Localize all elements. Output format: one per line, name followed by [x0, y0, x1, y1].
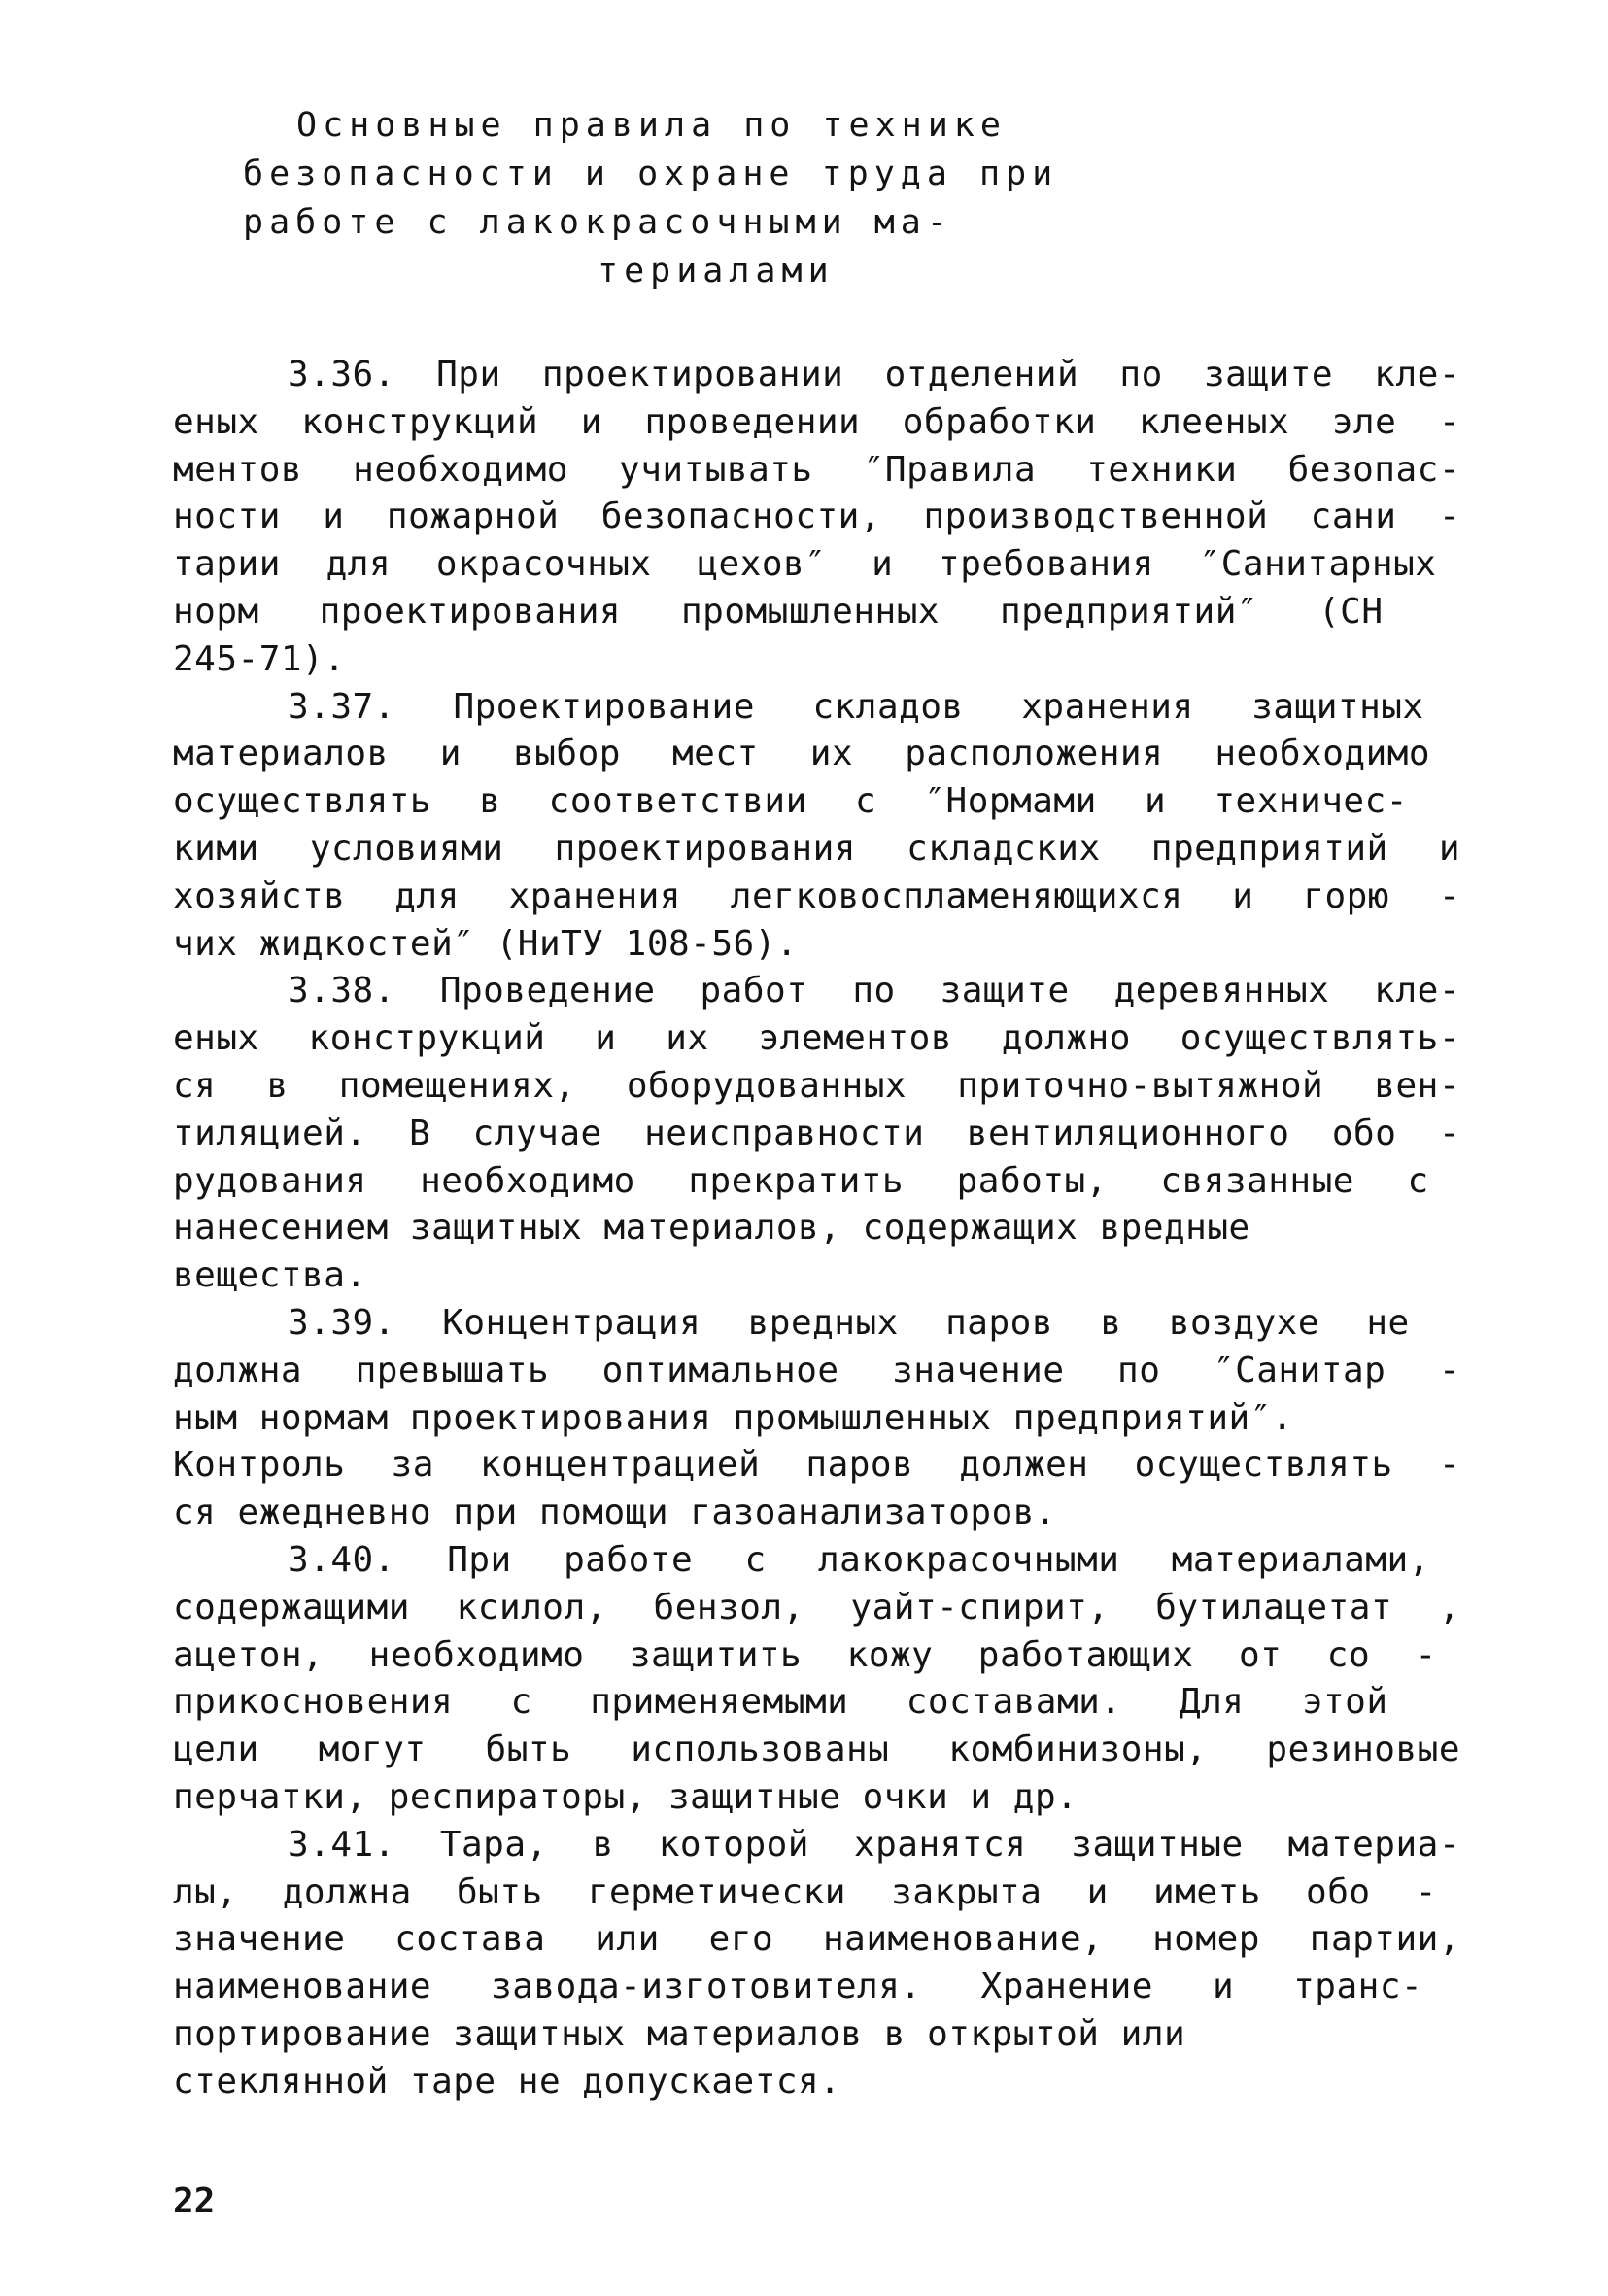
text-line: лы, должна быть герметически закрыта и иметь обо -: [173, 1871, 1437, 1912]
heading-line-4: териалами: [598, 252, 835, 291]
text-line: ся ежедневно при помощи газоанализаторов.: [173, 1492, 1057, 1533]
paragraph-start-line: 3.36. При проектировании отделений по защите кле-: [288, 355, 1460, 394]
text-line: чих жидкостей″ (НиТУ 108-56).: [173, 923, 799, 964]
text-line: наименование завода-изготовителя. Хранение и транс-: [173, 1967, 1423, 2007]
text-line: вещества.: [173, 1255, 367, 1296]
paragraph-start-line: 3.38. Проведение работ по защите деревянных кле-: [288, 971, 1460, 1011]
text-line: осуществлять в соответствии с ″Нормами и техничес-: [173, 781, 1408, 822]
heading-line-1: Основные правила по технике: [296, 106, 1007, 145]
paragraph-start-line: 3.40. При работе с лакокрасочными материалами,: [288, 1539, 1430, 1580]
text-line: ся в помещениях, оборудованных приточно-вытяжной вен-: [173, 1065, 1460, 1106]
paragraph-start-line: 3.39. Концентрация вредных паров в воздухе не: [288, 1302, 1410, 1343]
body-text: [173, 352, 1460, 2106]
heading-line-3: работе с лакокрасочными ма-: [243, 203, 953, 242]
text-line: тарии для окрасочных цехов″ и требования ″Санитарных: [173, 544, 1437, 585]
text-line: кими условиями проектирования складских предприятий и: [173, 828, 1460, 869]
text-line: стеклянной таре не допускается.: [173, 2061, 841, 2102]
text-line: еных конструкций и проведении обработки клееных эле -: [173, 401, 1460, 442]
text-line: ности и пожарной безопасности, производственной сани -: [173, 497, 1460, 537]
text-line: прикосновения с применяемыми составами. Для этой: [173, 1682, 1388, 1723]
text-line: портирование защитных материалов в открытой или: [173, 2013, 1186, 2054]
text-line: норм проектирования промышленных предприятий″ (СН: [173, 591, 1384, 632]
text-line: ацетон, необходимо защитить кожу работающих от со -: [173, 1634, 1437, 1675]
section-heading: [165, 101, 1283, 295]
text-line: цели могут быть использованы комбинизоны, резиновые: [173, 1730, 1460, 1770]
text-line: материалов и выбор мест их расположения необходимо: [173, 734, 1431, 774]
page-number: 22: [173, 2181, 216, 2221]
text-line: еных конструкций и их элементов должно осуществлять-: [173, 1018, 1460, 1059]
text-line: Контроль за концентрацией паров должен осуществлять -: [173, 1445, 1460, 1486]
text-line: хозяйств для хранения легковоспламеняющихся и горю -: [173, 875, 1460, 916]
text-line: тиляцией. В случае неисправности вентиляционного обо -: [173, 1113, 1460, 1153]
paragraph-start-line: 3.37. Проектирование складов хранения защитных: [288, 686, 1424, 727]
text-line: нанесением защитных материалов, содержащих вредные: [173, 1208, 1250, 1249]
heading-line-2: безопасности и охране труда при: [243, 154, 1059, 193]
text-line: ментов необходимо учитывать ″Правила техники безопас-: [173, 449, 1460, 490]
text-line: ным нормам проектирования промышленных предприятий″.: [173, 1397, 1294, 1438]
text-line: должна превышать оптимальное значение по ″Санитар -: [173, 1350, 1460, 1390]
text-line: значение состава или его наименование, номер партии,: [173, 1919, 1460, 1960]
text-line: перчатки, респираторы, защитные очки и др.: [173, 1776, 1078, 1817]
paragraph-start-line: 3.41. Тара, в которой хранятся защитные материа-: [288, 1824, 1460, 1865]
text-line: 245-71).: [173, 638, 346, 679]
text-line: содержащими ксилол, бензол, уайт-спирит, бутилацетат ,: [173, 1587, 1460, 1628]
text-line: рудования необходимо прекратить работы, связанные с: [173, 1160, 1429, 1201]
